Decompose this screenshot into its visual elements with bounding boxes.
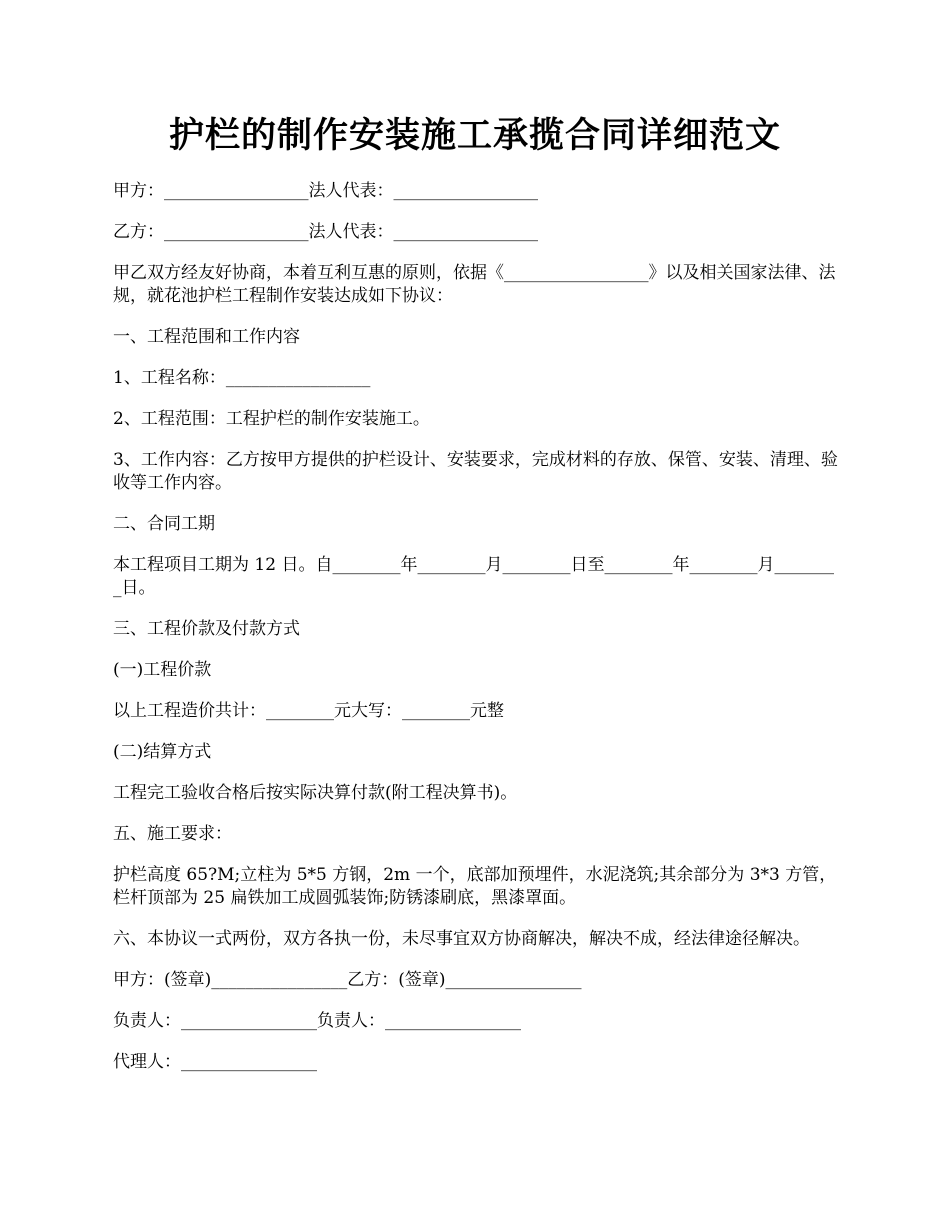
signature-line: 甲方：(签章)________________乙方：(签章)________________: [113, 970, 582, 990]
document-body: [113, 180, 838, 1074]
agreement-copies-paragraph: 六、本协议一式两份，双方各执一份，未尽事宜双方协商解决，解决不成，经法律途径解决。: [113, 929, 810, 949]
subheading-settlement: (二)结算方式: [113, 742, 212, 762]
section-heading-price: 三、工程价款及付款方式: [113, 619, 300, 639]
section-heading-period: 二、合同工期: [113, 514, 215, 534]
total-price-line: 以上工程造价共计：________元大写：________元整: [113, 701, 504, 721]
requirements-paragraph: 护栏高度 65?M;立柱为 5*5 方钢，2m 一个，底部加预埋件，水泥浇筑;其余部分为 3*3 方管，栏杆顶部为 25 扁铁加工成圆弧装饰;防锈漆刷底，黑漆罩面。: [113, 865, 837, 908]
settlement-line: 工程完工验收合格后按实际决算付款(附工程决算书)。: [113, 783, 518, 803]
document-title: 护栏的制作安装施工承揽合同详细范文: [168, 115, 781, 156]
project-scope-line: 2、工程范围：工程护栏的制作安装施工。: [113, 409, 430, 429]
period-paragraph: 本工程项目工期为 12 日。自________年________月________日至________年________月________日。: [113, 555, 834, 598]
section-heading-requirements: 五、施工要求：: [113, 824, 232, 844]
responsible-person-line: 负责人：________________负责人：________________: [113, 1011, 521, 1031]
party-a-line: 甲方：_________________法人代表：_________________: [113, 181, 538, 201]
party-b-line: 乙方：_________________法人代表：_________________: [113, 222, 538, 242]
project-name-line: 1、工程名称：_________________: [113, 368, 371, 388]
agent-line: 代理人：________________: [113, 1052, 317, 1072]
work-content-paragraph: 3、工作内容：乙方按甲方提供的护栏设计、安装要求，完成材料的存放、保管、安装、清理、验收等工作内容。: [113, 450, 838, 493]
section-heading-scope: 一、工程范围和工作内容: [113, 327, 300, 347]
preamble-paragraph: 甲乙双方经友好协商，本着互利互惠的原则，依据《_________________》以及相关国家法律、法规，就花池护栏工程制作安装达成如下协议：: [113, 263, 836, 306]
subheading-price: (一)工程价款: [113, 660, 212, 680]
